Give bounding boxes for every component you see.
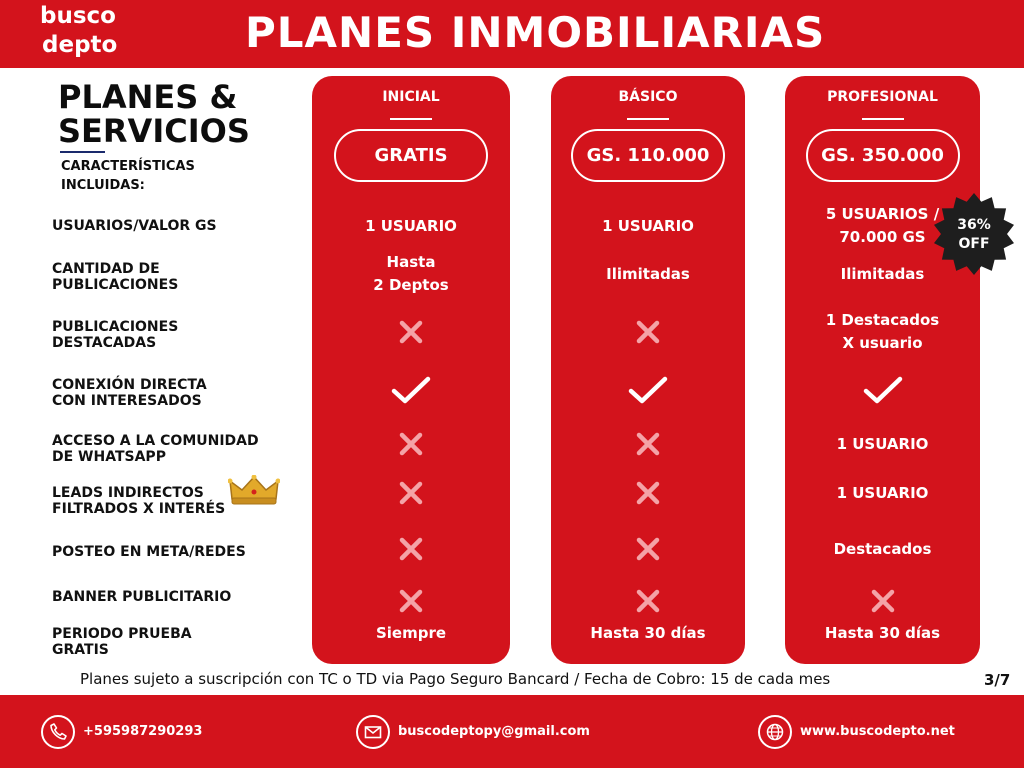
feature-label-line: DESTACADAS	[52, 335, 157, 351]
plan-feature-value	[551, 263, 745, 286]
plan-feature-value	[785, 538, 980, 561]
cross-icon	[635, 319, 661, 345]
globe-icon	[758, 715, 792, 749]
plan-feature-value-line: 1 USUARIO	[602, 216, 694, 235]
footer-bar	[0, 695, 1024, 768]
feature-label-line: CONEXIÓN DIRECTA	[52, 377, 207, 393]
page-number: 3/7	[984, 671, 1011, 689]
crown-icon	[228, 475, 280, 505]
contact-website[interactable]	[758, 695, 955, 768]
plan-feature-value	[312, 622, 510, 645]
plan-name: INICIAL	[382, 89, 440, 105]
feature-label-line: LEADS INDIRECTOS	[52, 485, 204, 501]
section-subtitle: CARACTERÍSTICAS INCLUIDAS:	[61, 159, 195, 193]
plan-feature-value	[785, 309, 980, 355]
logo-line-2: depto	[42, 32, 118, 58]
plan-feature-value-line: Ilimitadas	[840, 264, 925, 283]
plan-feature-value-line: X usuario	[842, 334, 923, 352]
cross-icon	[635, 431, 661, 457]
contact-email[interactable]	[356, 695, 590, 768]
page-title: PLANES INMOBILIARIAS	[245, 8, 826, 57]
plan-price[interactable]: GRATIS	[334, 129, 488, 182]
contact-phone[interactable]	[41, 695, 202, 768]
feature-label-line: PUBLICACIONES	[52, 277, 179, 293]
plan-name: BÁSICO	[618, 89, 678, 105]
plan-feature-value-line: 5 USUARIOS /	[825, 205, 940, 223]
feature-label-line: GRATIS	[52, 642, 109, 658]
feature-label-line: CANTIDAD DE	[52, 261, 160, 277]
phone-icon	[41, 715, 75, 749]
section-title-line-1: PLANES &	[58, 78, 238, 116]
plan-price[interactable]: GS. 350.000	[806, 129, 960, 182]
feature-label-line: ACCESO A LA COMUNIDAD	[52, 433, 259, 449]
feature-label	[52, 433, 259, 465]
cross-icon	[635, 588, 661, 614]
cross-icon	[398, 536, 424, 562]
badge-percent: 36%	[957, 217, 991, 233]
cross-icon	[635, 536, 661, 562]
phone-number: +595987290293	[83, 724, 203, 739]
envelope-icon	[356, 715, 390, 749]
plan-name-underline	[862, 118, 904, 120]
section-title-line-2: SERVICIOS	[58, 112, 250, 150]
section-title	[58, 80, 250, 148]
plan-feature-value-line: 1 USUARIO	[836, 483, 929, 502]
website-url: www.buscodepto.net	[800, 724, 955, 739]
feature-label-line: CON INTERESADOS	[52, 393, 202, 409]
plan-card-inicial[interactable]	[312, 76, 510, 664]
cross-icon	[635, 480, 661, 506]
plan-feature-value-line: Siempre	[375, 623, 447, 642]
plan-name: PROFESIONAL	[827, 89, 938, 105]
plan-name-underline	[627, 118, 669, 120]
email-address: buscodeptopy@gmail.com	[398, 724, 590, 739]
plan-feature-value-line: Hasta 30 días	[590, 623, 706, 642]
feature-label-line: USUARIOS/VALOR GS	[52, 218, 217, 234]
brand-logo[interactable]	[40, 2, 117, 60]
logo-line-1: busco	[40, 3, 116, 29]
discount-badge	[932, 192, 1016, 276]
cross-icon	[398, 319, 424, 345]
plan-feature-value-line: 1 Destacados	[825, 311, 940, 329]
plan-feature-value	[785, 482, 980, 505]
feature-label-line: PUBLICACIONES	[52, 319, 179, 335]
plan-feature-value-line: Ilimitadas	[606, 264, 690, 283]
section-title-underline	[60, 151, 105, 153]
plan-feature-value-line: 2 Deptos	[373, 276, 449, 294]
plan-feature-value	[312, 215, 510, 238]
plan-name-underline	[390, 118, 432, 120]
subscription-note: Planes sujeto a suscripción con TC o TD via Pago Seguro Bancard / Fecha de Cobro: 15 de cada mes	[80, 670, 831, 688]
plan-feature-value-line: 1 USUARIO	[836, 434, 929, 453]
feature-label	[52, 261, 178, 293]
check-icon	[390, 374, 432, 406]
cross-icon	[398, 431, 424, 457]
feature-label-line: BANNER PUBLICITARIO	[52, 589, 232, 605]
plan-feature-value	[312, 251, 510, 297]
feature-label-line: POSTEO EN META/REDES	[52, 544, 246, 560]
plan-feature-value	[785, 433, 980, 456]
plan-feature-value-line: 1 USUARIO	[365, 216, 457, 235]
cross-icon	[398, 588, 424, 614]
feature-label	[52, 319, 178, 351]
plan-feature-value	[551, 622, 745, 645]
plan-card-basico[interactable]	[551, 76, 745, 664]
cross-icon	[870, 588, 896, 614]
feature-label	[52, 377, 207, 409]
check-icon	[862, 374, 904, 406]
plan-feature-value	[551, 215, 745, 238]
feature-label	[52, 218, 217, 234]
cross-icon	[398, 480, 424, 506]
feature-label	[52, 544, 246, 560]
check-icon	[627, 374, 669, 406]
plan-feature-value-line: Hasta	[386, 253, 436, 271]
feature-label-line: FILTRADOS X INTERÉS	[52, 501, 226, 517]
badge-off: OFF	[958, 236, 990, 252]
feature-label-line: PERIODO PRUEBA	[52, 626, 192, 642]
feature-label-line: DE WHATSAPP	[52, 449, 166, 465]
plan-feature-value-line: Hasta 30 días	[824, 623, 941, 642]
plan-feature-value-line: 70.000 GS	[839, 228, 926, 246]
plan-price[interactable]: GS. 110.000	[571, 129, 725, 182]
feature-label	[52, 589, 231, 605]
plan-card-profesional[interactable]	[785, 76, 980, 664]
feature-label	[52, 626, 192, 658]
plan-feature-value	[785, 622, 980, 645]
feature-label	[52, 485, 225, 517]
plan-feature-value-line: Destacados	[833, 539, 932, 558]
header-bar	[0, 0, 1024, 68]
